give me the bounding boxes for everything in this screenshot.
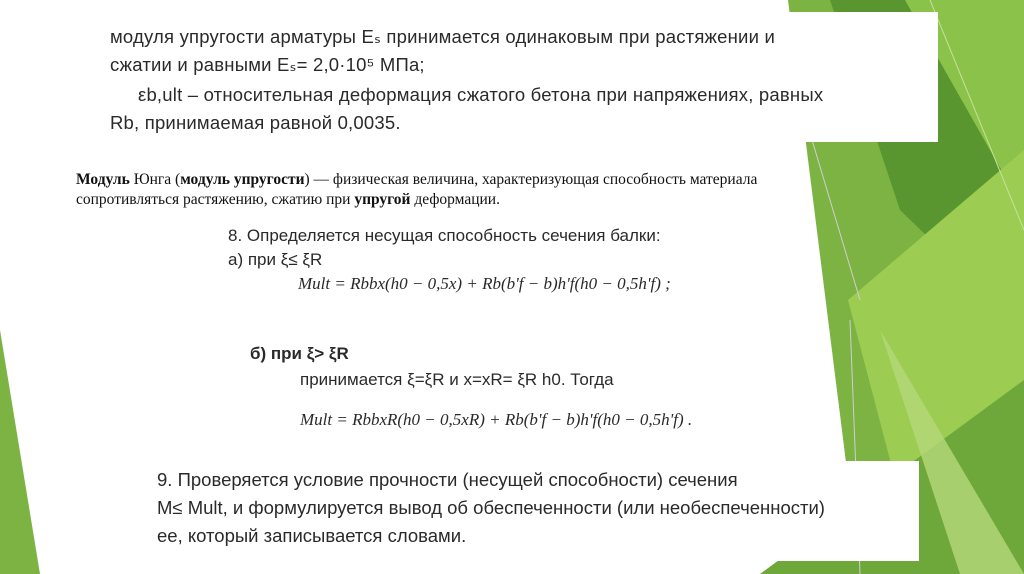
def-bold-3: упругой <box>354 191 411 208</box>
bottom-text-box <box>129 461 919 561</box>
top-line-4: Rb, принимаемая равной 0,0035. <box>110 112 401 133</box>
top-line-2: сжатии и равными Eₛ= 2,0·10⁵ МПа; <box>110 54 425 75</box>
top-line-1: модуля упругости арматуры Eₛ принимается одинаковым при растяжении и <box>110 26 775 47</box>
section9-line-1: 9. Проверяется условие прочности (несущей способности) сечения <box>157 469 738 490</box>
section8-heading: 8. Определяется несущая способность сечения балки: <box>228 226 661 245</box>
case-b-label: б) при ξ> ξR <box>250 344 349 363</box>
section9-line-3: ее, который записывается словами. <box>157 525 467 546</box>
def-text-2: ) — физическая величина, характеризующая способность материала сопротивляться растяжению, сжатию при <box>76 171 758 208</box>
def-bold-2: модуль упругости <box>180 171 305 188</box>
case-a-label: а) при ξ≤ ξR <box>228 250 323 269</box>
formula-a: Mult = Rbbx(h0 − 0,5x) + Rb(b'f − b)h'f(h0 − 0,5h'f) ; <box>298 274 671 293</box>
def-bold-1: Модуль <box>76 171 130 188</box>
top-text-box <box>94 12 938 142</box>
def-text-1: Юнга ( <box>129 171 181 188</box>
formula-b: Mult = RbbxR(h0 − 0,5xR) + Rb(b'f − b)h'f(h0 − 0,5h'f) . <box>300 410 693 429</box>
section9-line-2: M≤ Mult, и формулируется вывод об обеспеченности (или необеспеченности) <box>157 497 825 518</box>
top-line-3: εb,ult – относительная деформация сжатого бетона при напряжениях, равных <box>138 84 824 105</box>
accepted-line: принимается ξ=ξR и x=xR= ξR h0. Тогда <box>300 370 614 389</box>
definition-paragraph <box>76 170 836 210</box>
def-text-3: деформации. <box>410 191 500 208</box>
